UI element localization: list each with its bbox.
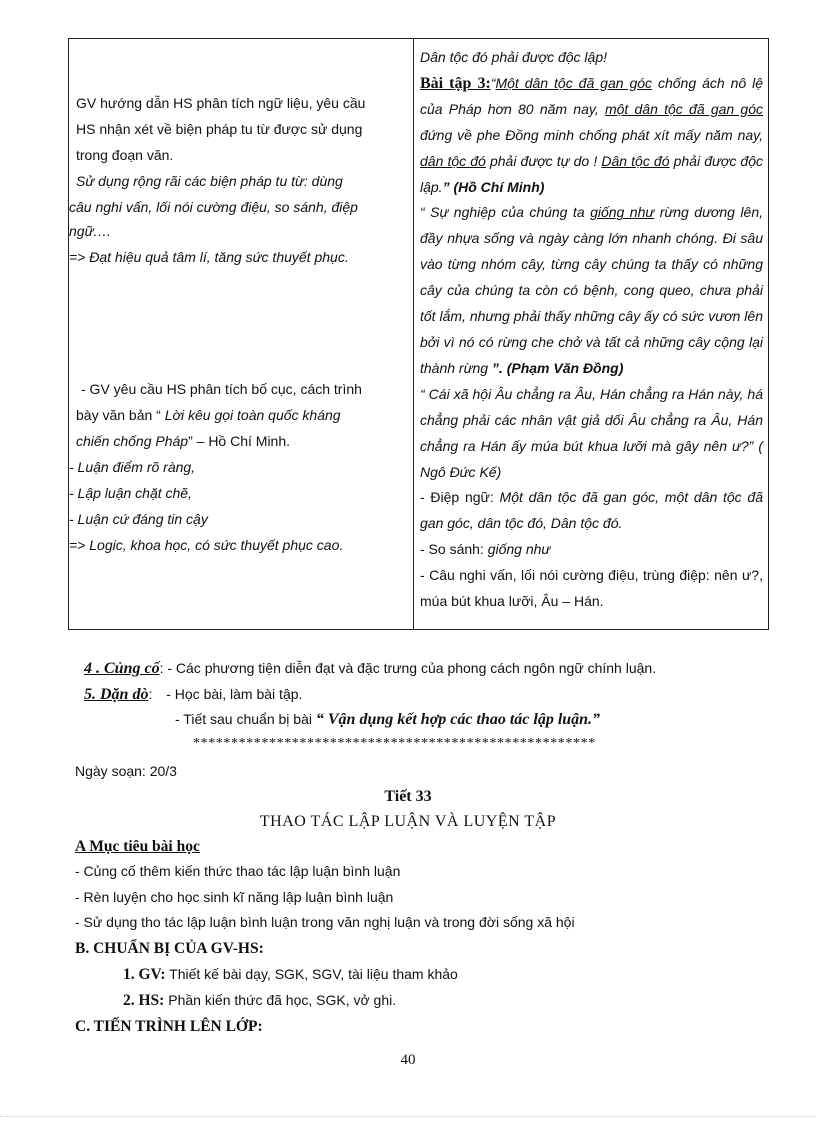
- right-text: ” (Hồ Chí Minh): [442, 178, 545, 195]
- quote-ngo-duc-ke: [420, 382, 763, 486]
- objective-item: - Sử dụng tho tác lập luận bình luận trong văn nghị luận và trong đời sống xã hội: [75, 914, 575, 930]
- lesson-table: [68, 38, 769, 630]
- left-line: GV hướng dẫn HS phân tích ngữ liệu, yêu cầu: [76, 95, 366, 111]
- right-text: Dân tộc đó phải được độc lập!: [420, 49, 608, 65]
- objective-item: - Củng cố thêm kiến thức thao tác lập luận bình luận: [75, 863, 401, 879]
- left-line: - Luận điểm rõ ràng,: [69, 459, 196, 475]
- right-text: ( Ngô Đức Kế): [420, 437, 763, 480]
- right-text: giống như: [487, 541, 551, 558]
- quote-pham-van-dong: [420, 200, 763, 381]
- homework-line-2: [175, 711, 600, 729]
- exercise-3-label: Bài tập 3:: [420, 74, 491, 92]
- objective-item: - Rèn luyện cho học sinh kĩ năng lập luận bình luận: [75, 889, 394, 905]
- left-text: ” – Hồ Chí Minh.: [188, 433, 291, 449]
- right-text: Một dân tộc đã gan góc, một dân tộc đã gan góc, dân tộc đó, Dân tộc đó.: [420, 489, 763, 532]
- consolidation-colon: :: [159, 660, 164, 676]
- homework-colon: :: [148, 686, 153, 702]
- page-number: 40: [400, 1052, 416, 1068]
- left-line: => Logic, khoa học, có sức thuyết phục cao.: [69, 537, 344, 553]
- right-text: một dân tộc đã gan góc: [604, 100, 764, 117]
- analysis-questions: - Câu nghi vấn, lối nói cường điệu, trùng điệp: nên ư?, múa bút khua lưỡi, Âu – Hán.: [420, 567, 763, 610]
- right-text: “ Sự nghiệp của chúng ta: [420, 204, 591, 221]
- homework-line: [84, 686, 302, 704]
- right-text: giống như: [590, 204, 655, 221]
- right-text: rừng dương lên, đầy nhựa sống và ngày càng lớn nhanh chóng. Đi sâu vào từng nhóm cây, từng cây chúng ta thấy có những cây của chúng ta còn có bệnh, cong queo, chưa phải tốt lắm, nhưng phải thấy những cây ấy có sức vươn lên bởi vì nó có rừng che chở và tất cả những cây cộng lại thành rừng: [420, 204, 764, 376]
- left-line: - Luận cứ đáng tin cậy: [69, 511, 208, 527]
- homework-label: 5. Dặn dò: [84, 686, 149, 703]
- right-text: ”. (Phạm Văn Đồng): [491, 359, 624, 376]
- analysis-repetition: [420, 485, 763, 537]
- exercise-content: [414, 39, 768, 615]
- right-text: - Điệp ngữ:: [420, 489, 500, 506]
- teacher-activities-cell: [69, 39, 414, 630]
- right-text: chống ách nô lệ của Pháp hơn 80 năm nay,: [420, 74, 764, 117]
- right-text: - So sánh:: [420, 541, 488, 558]
- right-text: “: [490, 74, 496, 91]
- right-text: đứng về phe Đồng minh chống phát xít mấy năm nay,: [420, 126, 763, 143]
- prep-item-hs: [123, 992, 396, 1010]
- section-a-heading: A Mục tiêu bài học: [75, 838, 200, 855]
- prep-label: 2. HS:: [123, 992, 165, 1009]
- left-line: [76, 405, 341, 425]
- exercise-3: [420, 71, 763, 201]
- right-text: Dân tộc đó: [601, 152, 670, 169]
- lesson-title: THAO TÁC LẬP LUẬN VÀ LUYỆN TẬP: [259, 813, 557, 830]
- left-text: Lời kêu gọi toàn quốc kháng: [160, 407, 341, 423]
- prep-text: Phần kiến thức đã học, SGK, vở ghi.: [164, 992, 397, 1008]
- right-text: phải được độc lập.: [420, 152, 763, 195]
- consolidation-text: - Các phương tiện diễn đạt và đặc trưng của phong cách ngôn ngữ chính luận.: [163, 660, 657, 676]
- lesson-number: Tiết 33: [384, 788, 432, 805]
- prep-text: Thiết kế bài dạy, SGK, SGV, tài liệu tham khảo: [165, 966, 458, 982]
- consolidation-label: 4 . Củng cố: [84, 660, 160, 677]
- left-line: - Lập luận chặt chẽ,: [69, 485, 192, 501]
- next-lesson-title: “ Vận dụng kết hợp các thao tác lập luận.”: [315, 711, 601, 728]
- left-line: Sử dụng rộng rãi các biện pháp tu từ: dùng: [76, 173, 343, 189]
- right-text: phải được tự do !: [485, 152, 602, 169]
- prep-label: 1. GV:: [123, 966, 166, 983]
- date-line: Ngày soạn: 20/3: [75, 763, 177, 779]
- analysis-comparison: [420, 537, 763, 563]
- consolidation-line: [84, 660, 656, 678]
- separator: *****************************************************: [193, 736, 596, 751]
- homework-item: - Tiết sau chuẩn bị bài: [175, 711, 316, 727]
- page-bottom-divider: [0, 1116, 816, 1117]
- left-line: => Đạt hiệu quả tâm lí, tăng sức thuyết phục.: [69, 249, 349, 265]
- homework-item: - Học bài, làm bài tập.: [162, 686, 303, 702]
- left-line: HS nhận xét về biện pháp tu từ được sử dụng: [76, 121, 363, 137]
- left-line: trong đoạn văn.: [76, 147, 174, 163]
- right-text: “ Cái xã hội Âu chẳng ra Âu, Hán chẳng ra Hán này, há chẳng phải các nhân vật giả dối Âu chẳng ra Âu, Hán chẳng ra Hán ấy múa bút khua lưỡi mà gây nên ư?”: [420, 385, 763, 454]
- left-line: ngữ.…: [69, 223, 112, 239]
- section-b-heading: B. CHUẨN BỊ CỦA GV-HS:: [75, 940, 264, 957]
- left-text: bày văn bản “: [76, 407, 161, 423]
- left-line: [76, 431, 290, 451]
- left-line: - GV yêu cầu HS phân tích bố cục, cách trình: [81, 381, 362, 397]
- right-text: Một dân tộc đã gan góc: [495, 74, 653, 91]
- right-text: dân tộc đó: [420, 152, 486, 169]
- section-c-heading: C. TIẾN TRÌNH LÊN LỚP:: [75, 1018, 263, 1035]
- student-content-cell: [414, 39, 769, 630]
- left-line: câu nghi vấn, lối nói cường điệu, so sánh, điệp: [69, 199, 358, 215]
- prep-item-gv: [123, 966, 458, 984]
- left-text: chiến chống Pháp: [76, 433, 189, 449]
